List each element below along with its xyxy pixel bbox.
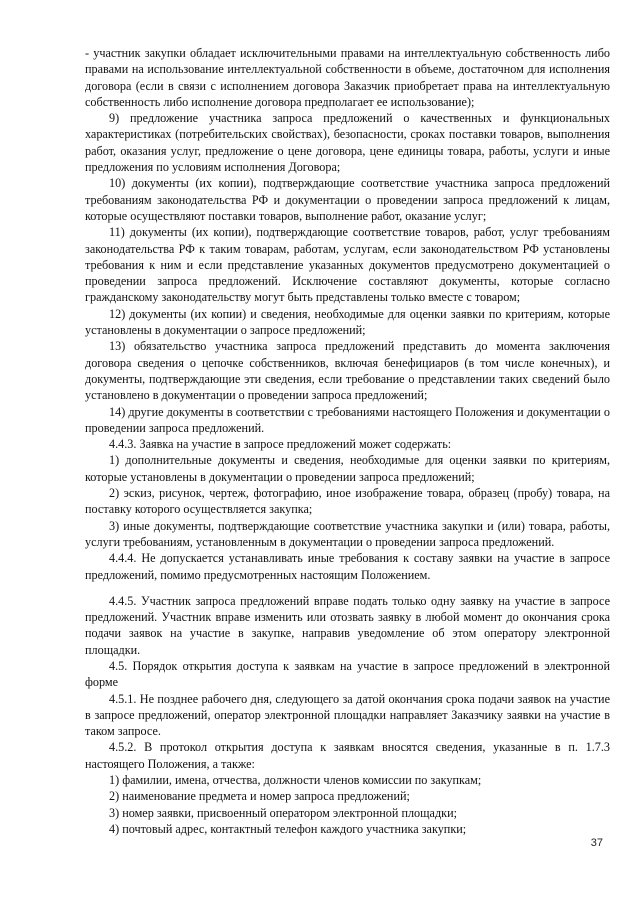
paragraph-4-5-2-item-2: 2) наименование предмета и номер запроса предложений;	[109, 789, 410, 804]
paragraph-item-10: 10) документы (их копии), подтверждающие соответствие участника запроса предложений требованиям законодательства РФ и документации о проведении запроса предложений к лицам, которые осуществляют поставки товаров, выполнение работ, оказание услуг;	[85, 176, 610, 223]
paragraph-4-4-3: 4.4.3. Заявка на участие в запросе предложений может содержать:	[109, 437, 452, 452]
paragraph-4-5-2: 4.5.2. В протокол открытия доступа к заявкам вносятся сведения, указанные в п. 1.7.3 настоящего Положения, а также:	[85, 740, 610, 771]
paragraph-4-5-heading: 4.5. Порядок открытия доступа к заявкам на участие в запросе предложений в электронной форме	[85, 658, 610, 690]
paragraph-participant-rights: - участник закупки обладает исключительными правами на интеллектуальную собственность либо правами на использование интеллектуальной собственности в объеме, достаточном для исполнения договора (если в связи с исполнением договора Заказчик приобретает права на интеллектуальную собственность либо исполнение договора предполагает ее использование);	[85, 46, 610, 109]
document-body	[85, 45, 610, 837]
paragraph-4-5-1: 4.5.1. Не позднее рабочего дня, следующего за датой окончания срока подачи заявок на участие в запросе предложений, оператор электронной площадки направляет Заказчику заявки на участие в таком запросе.	[85, 691, 610, 739]
paragraph-4-5-2-item-4: 4) почтовый адрес, контактный телефон каждого участника закупки;	[109, 821, 467, 836]
paragraph-item-12: 12) документы (их копии) и сведения, необходимые для оценки заявки по критериям, которые установлены в документации о запросе предложений;	[85, 306, 610, 338]
paragraph-item-13: 13) обязательство участника запроса предложений представить до момента заключения договора сведения о цепочке собственников, включая бенефициаров (в том числе конечных), и документы, подтверждающие эти сведения, если требование о представлении таких сведений было установлено в документации о проведении запроса предложений;	[85, 339, 610, 403]
paragraph-4-5-2-item-1: 1) фамилии, имена, отчества, должности членов комиссии по закупкам;	[109, 773, 482, 788]
paragraph-item-14: 14) другие документы в соответствии с требованиями настоящего Положения и документации о проведении запроса предложений.	[85, 404, 610, 435]
page-number: 37	[590, 837, 603, 849]
paragraph-4-4-3-item-3: 3) иные документы, подтверждающие соответствие участника закупки и (или) товара, работы, услуги требованиям, установленным в документации о проведении запроса предложений.	[85, 518, 610, 549]
paragraph-item-9: 9) предложение участника запроса предложений о качественных и функциональных характеристиках (потребительских свойствах), безопасности, сроках поставки товаров, выполнения работ, оказания услуг, предложение о цене договора, цене единицы товара, работы, услуги и иные предложения по условиям исполнения Договора;	[85, 111, 610, 175]
paragraph-4-4-3-item-1: 1) дополнительные документы и сведения, необходимые для оценки заявки по критериям, которые установлены в документации о проведении запроса предложений;	[85, 453, 610, 484]
paragraph-4-4-5: 4.4.5. Участник запроса предложений вправе подать только одну заявку на участие в запросе предложений. Участник вправе изменить или отозвать заявку в любой момент до окончания срока подачи заявок на участие в закупке, направив уведомление об этом оператору электронной площадки.	[85, 593, 610, 657]
paragraph-item-11: 11) документы (их копии), подтверждающие соответствие товаров, работ, услуг требованиям законодательства РФ к таким товарам, работам, услугам, если законодательством РФ установлены требования к ним и если представление указанных документов предусмотрено документацией о проведении запроса предложений. Исключение составляют документы, которые согласно гражданскому законодательству могут быть представлены только вместе с товаром;	[85, 225, 610, 305]
paragraph-4-4-4: 4.4.4. Не допускается устанавливать иные требования к составу заявки на участие в запросе предложений, помимо предусмотренных настоящим Положением.	[85, 551, 610, 582]
paragraph-gap	[85, 583, 610, 593]
paragraph-4-4-3-item-2: 2) эскиз, рисунок, чертеж, фотографию, иное изображение товара, образец (пробу) товара, на поставку которого осуществляется закупка;	[85, 486, 610, 517]
paragraph-4-5-2-item-3: 3) номер заявки, присвоенный оператором электронной площадки;	[109, 805, 457, 820]
